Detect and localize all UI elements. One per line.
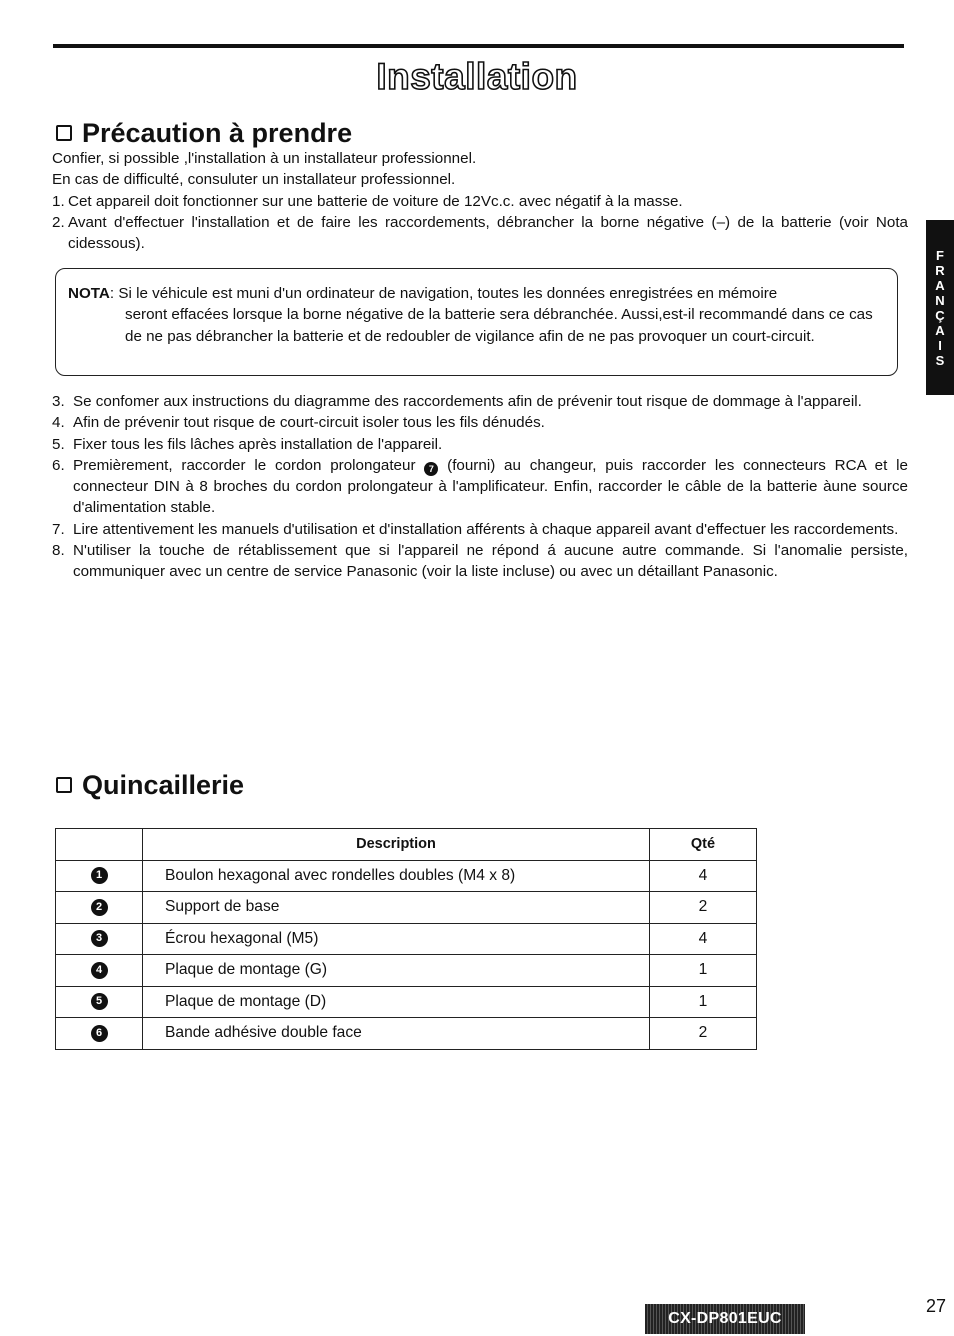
table-row (56, 986, 757, 1018)
table-row (56, 955, 757, 987)
item-text: Avant d'effectuer l'installation et de faire les raccordements, débrancher la borne négative (–) de la batterie (voir Nota cidessous). (68, 213, 908, 253)
row-description: Boulon hexagonal avec rondelles doubles (M4 x 8) (143, 860, 650, 892)
item-text: Afin de prévenir tout risque de court-circuit isoler tous les fils dénudés. (73, 414, 545, 432)
item-number: 8. (52, 542, 65, 560)
table-header-row (56, 829, 757, 861)
table-row (56, 892, 757, 924)
circled-number-icon: 3 (91, 930, 108, 947)
precaution-list-bottom (52, 391, 908, 583)
item-number: 2. (52, 213, 65, 231)
note-label: NOTA (68, 285, 110, 302)
precaution-heading-text: Précaution à prendre (82, 118, 353, 148)
item-text: Fixer tous les fils lâches après installation de l'appareil. (73, 435, 443, 453)
row-description: Plaque de montage (G) (143, 955, 650, 987)
list-item (52, 191, 908, 212)
row-qty: 2 (650, 1018, 757, 1050)
table-row (56, 860, 757, 892)
tab-letter: F (936, 247, 944, 263)
item-text: Premièrement, raccorder le cordon prolongateur (73, 456, 416, 474)
top-rule (53, 44, 904, 48)
row-num-cell (56, 1018, 143, 1050)
note-first-line (68, 283, 885, 304)
hardware-heading-text: Quincaillerie (82, 770, 245, 800)
checkbox-square-icon (56, 125, 72, 141)
tab-letter: I (938, 337, 942, 353)
item-text: Se confomer aux instructions du diagramme des raccordements afin de prévenir tout risque de dommage à l'appareil. (73, 393, 862, 410)
list-item (52, 540, 908, 583)
intro-line-2: En cas de difficulté, consuluter un installateur professionnel. (52, 171, 456, 189)
note-line1-text: : Si le véhicule est muni d'un ordinateur de navigation, toutes les données enregistrées en mémoire (109, 285, 778, 302)
precaution-list-bottom-block (52, 391, 908, 583)
item-number: 5. (52, 435, 65, 453)
note-box (55, 268, 898, 376)
list-item (52, 391, 908, 412)
precaution-heading (56, 116, 352, 150)
row-qty: 4 (650, 860, 757, 892)
tab-letter: Ç (935, 307, 945, 323)
item-number: 3. (52, 393, 65, 410)
note-rest: seront effacées lorsque la borne négative de la batterie sera débranchée. Aussi,est-il recommandé dans ce cas de ne pas débrancher la batterie et de redoubler de vigilance afin de ne pas provoquer un court-circuit. (125, 306, 873, 345)
list-item (52, 519, 908, 540)
item-number: 7. (52, 520, 65, 538)
tab-letter: R (935, 262, 945, 278)
row-num-cell (56, 955, 143, 987)
row-num-cell (56, 892, 143, 924)
column-header-num (56, 829, 143, 861)
circled-number-icon: 2 (91, 899, 108, 916)
precaution-list-top (52, 191, 908, 255)
item-number: 4. (52, 414, 65, 432)
page-title: Installation (376, 56, 578, 97)
row-description: Plaque de montage (D) (143, 986, 650, 1018)
row-num-cell (56, 986, 143, 1018)
language-side-tab (926, 220, 954, 395)
item-text: Lire attentivement les manuels d'utilisation et d'installation afférents à chaque appareil avant d'effectuer les raccordements. (73, 520, 899, 538)
row-num-cell (56, 860, 143, 892)
tab-letter: A (935, 322, 945, 338)
circled-number-icon: 1 (91, 867, 108, 884)
model-badge: CX-DP801EUC (645, 1304, 805, 1334)
page-number: 27 (926, 1296, 947, 1316)
item-text: (fourni) au changeur, puis raccorder les connecteurs RCA et le connecteur DIN à 8 broches du cordon prolongateur à l'amplificateur. Enfin, raccorder le câble de la batterie àune source d'alimentation stable. (73, 456, 908, 517)
list-item (52, 434, 908, 455)
row-description: Support de base (143, 892, 650, 924)
row-qty: 1 (650, 955, 757, 987)
hardware-heading (56, 768, 244, 802)
table-row (56, 1018, 757, 1050)
item-number: 6. (52, 456, 65, 474)
row-description: Écrou hexagonal (M5) (143, 923, 650, 955)
hardware-table (55, 828, 757, 1050)
item-text: N'utiliser la touche de rétablissement que si l'appareil ne répond á aucune autre commande. Si l'anomalie persiste, communiquer avec un centre de service Panasonic (voir la liste incluse) ou avec un détaillant Panasonic. (73, 542, 908, 581)
row-num-cell (56, 923, 143, 955)
row-qty: 4 (650, 923, 757, 955)
table-row (56, 923, 757, 955)
circled-number-icon: 4 (91, 962, 108, 979)
row-qty: 2 (650, 892, 757, 924)
intro-line-1: Confier, si possible ,l'installation à un installateur professionnel. (52, 150, 477, 167)
column-header-qty: Qté (650, 829, 757, 861)
circled-number-icon: 7 (424, 462, 438, 476)
list-item (52, 455, 908, 519)
item-number: 1. (52, 192, 65, 210)
list-item (52, 212, 908, 255)
row-qty: 1 (650, 986, 757, 1018)
precaution-intro (52, 148, 908, 254)
item-text: Cet appareil doit fonctionner sur une batterie de voiture de 12Vc.c. avec négatif à la masse. (68, 192, 683, 210)
circled-number-icon: 6 (91, 1025, 108, 1042)
column-header-description: Description (143, 829, 650, 861)
tab-letter: S (935, 352, 945, 368)
tab-letter: N (935, 292, 945, 308)
tab-letter: A (935, 277, 945, 293)
checkbox-square-icon (56, 777, 72, 793)
circled-number-icon: 5 (91, 993, 108, 1010)
row-description: Bande adhésive double face (143, 1018, 650, 1050)
list-item (52, 412, 908, 433)
